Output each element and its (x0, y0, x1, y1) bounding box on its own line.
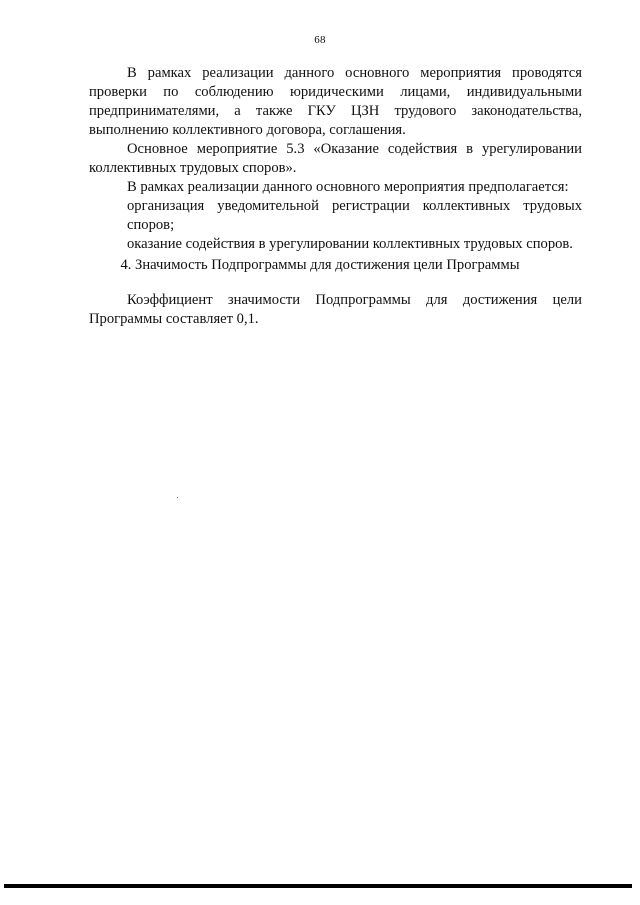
list-item-assistance: оказание содействия в урегулировании коллективных трудовых споров. (127, 236, 573, 252)
paragraph-intro-list: В рамках реализации данного основного мероприятия предполагается: (127, 179, 569, 195)
body-text-block (89, 64, 582, 254)
section-heading: 4. Значимость Подпрограммы для достижения цели Программы (120, 257, 520, 273)
paragraph-significance: Коэффициент значимости Подпрограммы для достижения цели Программы составляет 0,1. (89, 292, 582, 327)
page-number: 68 (314, 34, 326, 46)
scan-speck (177, 497, 178, 498)
section-text-block (89, 291, 582, 329)
paragraph-inspections: В рамках реализации данного основного мероприятия проводятся проверки по соблюдению юридическими лицами, индивидуальными предпринимателями, а также ГКУ ЦЗН трудового законодательства, выполнению коллективного договора, соглашения. (89, 65, 582, 138)
paragraph-measure-5-3: Основное мероприятие 5.3 «Оказание содействия в урегулировании коллективных трудовых споров». (89, 141, 582, 176)
list-item-registration: организация уведомительной регистрации коллективных трудовых споров; (127, 198, 582, 233)
bottom-rule (4, 884, 632, 888)
